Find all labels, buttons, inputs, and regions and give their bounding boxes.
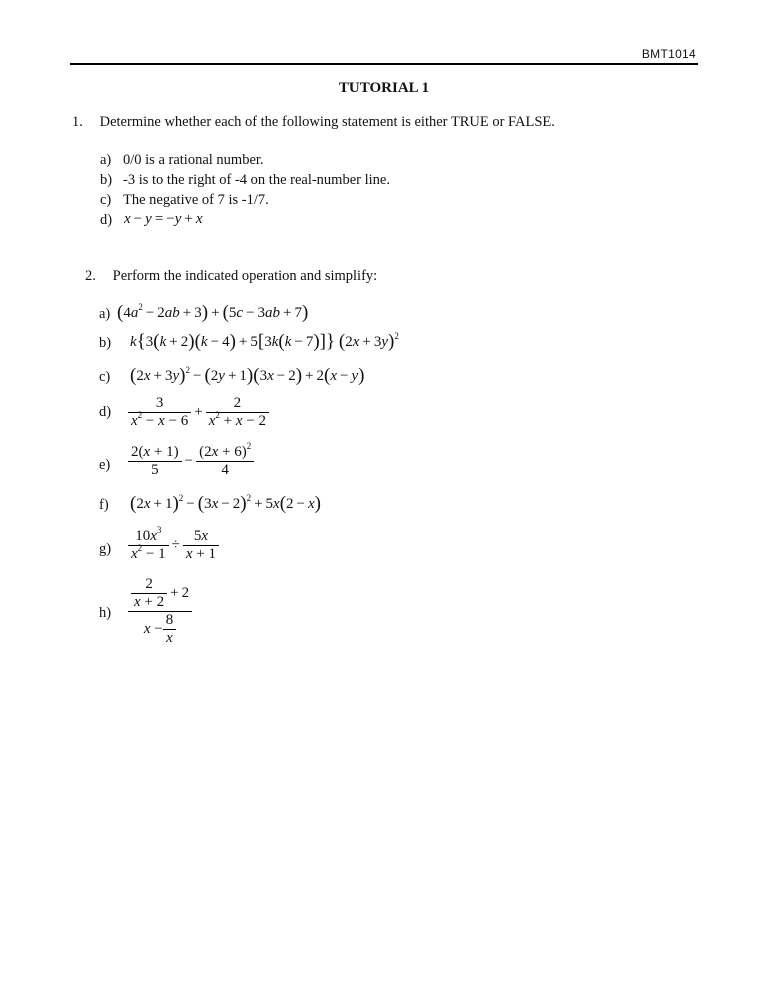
q2-item-c-expression: $(2x + 3y)^2 - (2y + 1)(3x - 2) + 2(x - y)$ [130,365,365,386]
h-complex-fraction: $\frac{2}{x + 2}$ + 2 x − $\frac{8}{x}$ [128,576,192,647]
d-fraction-1: $\frac{3}{x^2 - x - 6}$ [128,395,191,430]
question-1 [72,114,555,131]
e-fraction-1: $\frac{2(x + 1)}{5}$ [128,444,182,479]
question-2 [85,268,377,285]
question-2-number: 2. [85,268,96,284]
q2-item-a-expression: $(4a^2 - 2ab + 3) + (5c - 3ab + 7)$ [117,302,309,323]
q2-item-g-expression: $\frac{10x^3}{x^2 - 1}$ ÷ $\frac{5x}{x + 1}$ [128,528,219,563]
q2-item-d-label: d) [99,404,112,420]
q2-item-h-expression [128,576,192,647]
q2-item-a-label: a) [99,306,111,322]
q2-item-f-label: f) [99,497,109,513]
e-fraction-2: $\frac{(2x + 6)^2}{4}$ [196,444,254,479]
q1-item-a-label: a) [100,152,112,168]
q2-item-g-label: g) [99,541,112,557]
q1-item-a-text: 0/0 is a rational number. [123,152,264,168]
course-code: BMT1014 [641,47,696,61]
question-2-text: Perform the indicated operation and simplify: [112,268,378,284]
header-rule [70,63,698,65]
g-fraction-1: $\frac{10x^3}{x^2 - 1}$ [128,528,169,563]
q1-item-d-expression: x − y = −y + x [124,211,203,227]
q1-item-d-label: d) [100,212,113,228]
h-inner-fraction-bottom: $\frac{8}{x}$ [163,612,177,647]
q1-item-b-text: -3 is to the right of -4 on the real-number line. [123,172,390,188]
q1-item-c-text: The negative of 7 is -1/7. [123,192,269,208]
q2-item-c-label: c) [99,369,111,385]
d-fraction-2: $\frac{2}{x^2 + x - 2}$ [206,395,269,430]
q2-item-f-expression: $(2x + 1)^2 - (3x - 2)^2 + 5x(2 - x)$ [130,493,321,514]
q1-item-b-label: b) [100,172,113,188]
question-1-text: Determine whether each of the following statement is either TRUE or FALSE. [99,114,555,130]
q2-item-d-expression: $\frac{3}{x^2 - x - 6}$ + $\frac{2}{x^2 + x - 2}$ [128,395,269,430]
h-inner-fraction-top: $\frac{2}{x + 2}$ [131,576,167,611]
q2-item-b-label: b) [99,335,112,351]
q2-item-e-expression: $\frac{2(x + 1)}{5}$ − $\frac{(2x + 6)^2}{4}$ [128,444,254,479]
page-title: TUTORIAL 1 [338,80,430,96]
q2-item-b-expression: k{3(k + 2)(k − 4) + 5[3k(k − 7)]} $(2x + 3y)^2$ [130,331,399,352]
q2-item-e-label: e) [99,457,111,473]
q1-item-c-label: c) [100,192,112,208]
q2-item-h-label: h) [99,605,112,621]
g-fraction-2: $\frac{5x}{x + 1}$ [183,528,219,563]
question-1-number: 1. [72,114,83,130]
